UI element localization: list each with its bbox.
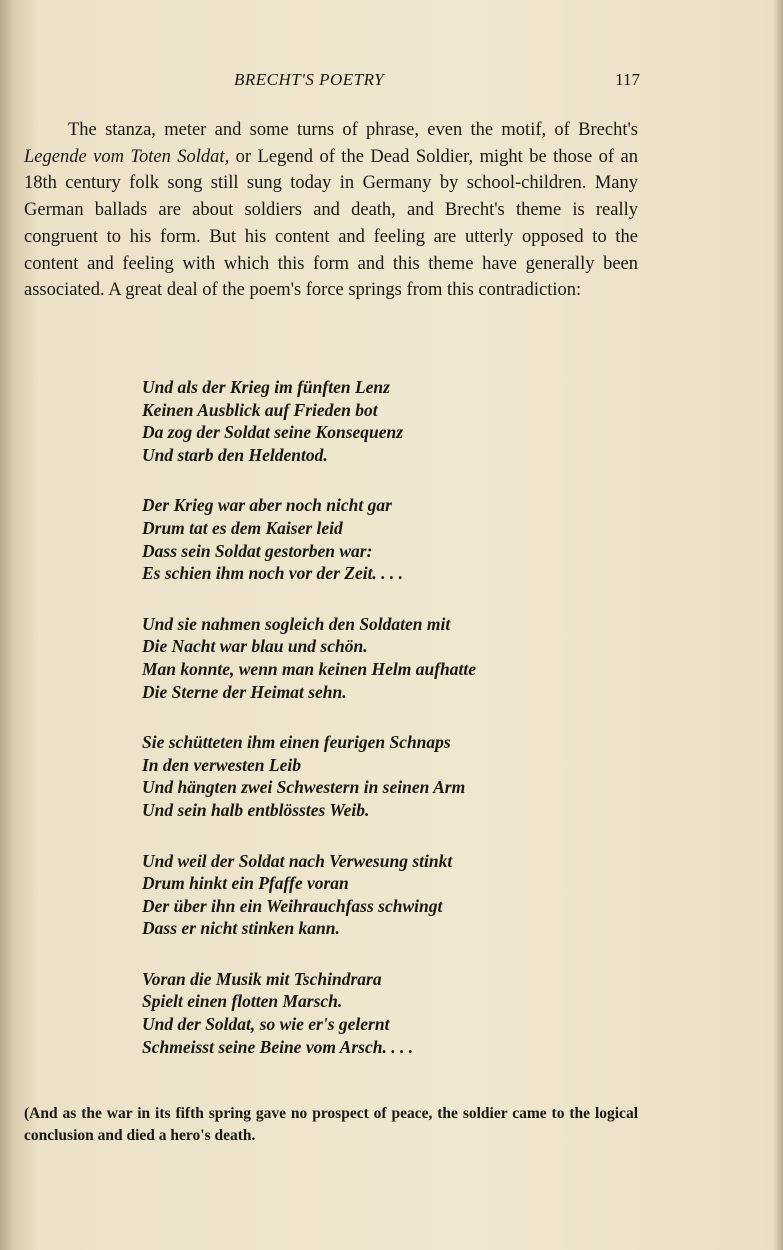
verse-line: Und weil der Soldat nach Verwesung stinkt xyxy=(142,850,453,871)
translation-note: (And as the war in its fifth spring gave no prospect of peace, the soldier came to the logical conclusion and died a hero's death. xyxy=(24,1105,638,1144)
stanza xyxy=(142,613,622,703)
poem-excerpt xyxy=(142,376,622,1086)
verse-line: Und starb den Heldentod. xyxy=(142,444,328,465)
verse-line: Der Krieg war aber noch nicht gar xyxy=(142,495,392,516)
verse-line: Und hängten zwei Schwestern in seinen Arm xyxy=(142,777,466,798)
verse-line: Die Sterne der Heimat sehn. xyxy=(142,681,347,702)
verse-line: Da zog der Soldat seine Konsequenz xyxy=(142,422,404,443)
verse-line: Und der Soldat, so wie er's gelernt xyxy=(142,1014,390,1035)
verse-line: Spielt einen flotten Marsch. xyxy=(142,991,343,1012)
verse-line: Und sie nahmen sogleich den Soldaten mit xyxy=(142,613,451,634)
paragraph-rest: or Legend of the Dead Soldier, might be those of an 18th century folk song still sung today in Germany by school-children. Many German ballads are about soldiers and death, and Brecht's theme is really congruent to his form. But his content and feeling are utterly opposed to the content and feeling with which this form and this theme have generally been associated. A great deal of the poem's force springs from this contradiction: xyxy=(24,146,638,301)
paragraph-text xyxy=(24,117,638,304)
body-paragraph xyxy=(24,117,638,304)
stanza xyxy=(142,494,622,584)
stanza xyxy=(142,850,622,940)
page-header xyxy=(26,70,640,100)
page-edge-shadow xyxy=(773,0,783,1250)
verse-line: Keinen Ausblick auf Frieden bot xyxy=(142,399,378,420)
verse-line: Drum tat es dem Kaiser leid xyxy=(142,517,343,538)
verse-line: Man konnte, wenn man keinen Helm aufhatte xyxy=(142,658,477,679)
verse-line: In den verwesten Leib xyxy=(142,754,301,775)
stanza xyxy=(142,376,622,466)
running-head: BRECHT'S POETRY xyxy=(234,70,385,89)
verse-line: Drum hinkt ein Pfaffe voran xyxy=(142,873,349,894)
paragraph-intro: The stanza, meter and some turns of phrase, even the motif, of Brecht's xyxy=(68,120,638,140)
poem-title: Legende vom Toten Soldat, xyxy=(24,146,230,167)
page-number: 117 xyxy=(615,70,640,89)
verse-line: Und sein halb entblösstes Weib. xyxy=(142,799,370,820)
verse-line: Schmeisst seine Beine vom Arsch. . . . xyxy=(142,1036,414,1057)
verse-line: Die Nacht war blau und schön. xyxy=(142,636,368,657)
verse-line: Der über ihn ein Weihrauchfass schwingt xyxy=(142,895,443,916)
verse-line: Dass sein Soldat gestorben war: xyxy=(142,540,373,561)
verse-line: Voran die Musik mit Tschindrara xyxy=(142,968,382,989)
verse-line: Sie schütteten ihm einen feurigen Schnaps xyxy=(142,732,451,753)
verse-line: Dass er nicht stinken kann. xyxy=(142,918,340,939)
stanza xyxy=(142,968,622,1058)
verse-line: Und als der Krieg im fünften Lenz xyxy=(142,377,390,397)
stanza xyxy=(142,731,622,821)
verse-line: Es schien ihm noch vor der Zeit. . . . xyxy=(142,563,404,584)
